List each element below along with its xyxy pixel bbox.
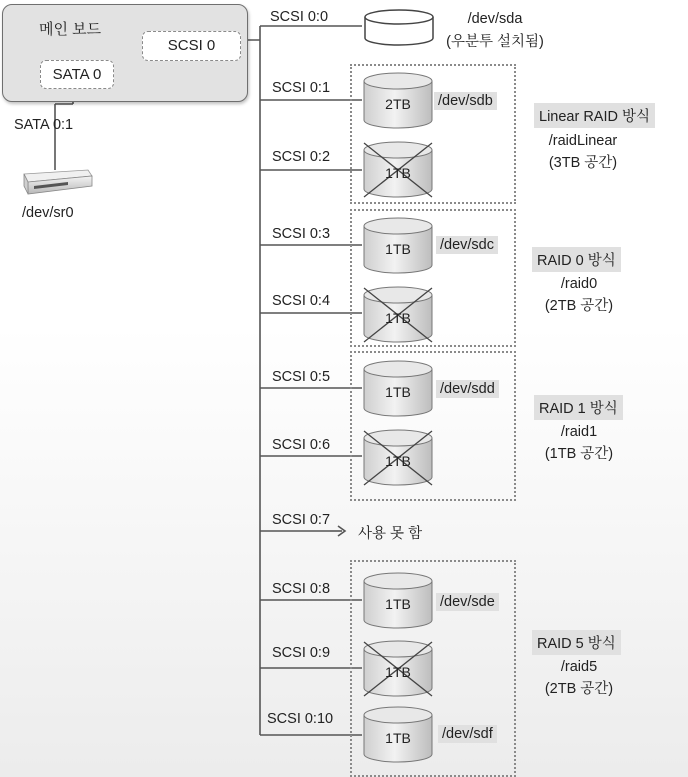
sr0-device-label: /dev/sr0: [22, 205, 74, 221]
raid1-method: RAID 1 방식: [534, 395, 623, 420]
disk-size-label: 1TB: [385, 596, 411, 612]
disk-size-label: 1TB: [385, 664, 411, 680]
disk-size-label: 1TB: [385, 730, 411, 746]
disk-sdc: [362, 217, 434, 275]
mainboard-box: [2, 4, 248, 102]
scsi-0-2-label: SCSI 0:2: [272, 149, 331, 165]
sda-note-label: (우분투 설치됨): [446, 34, 544, 50]
disk-size-label: 1TB: [385, 241, 411, 257]
disk-size-label: 1TB: [385, 310, 411, 326]
sata-link-label: SATA 0:1: [14, 117, 74, 133]
raid5-space: (2TB 공간): [544, 681, 614, 697]
scsi-0-port: SCSI 0: [142, 31, 241, 61]
unused-slot-label: 사용 못 함: [358, 526, 423, 542]
disk-sdf: [362, 706, 434, 764]
scsi-0-7-label: SCSI 0:7: [272, 512, 331, 528]
disk-size-label: 2TB: [385, 96, 411, 112]
scsi-0-1-label: SCSI 0:1: [272, 80, 331, 96]
disk-failed-0-9: [362, 640, 434, 698]
disk-size-label: 1TB: [385, 453, 411, 469]
raid5-mount: /raid5: [560, 659, 598, 675]
sdb-device-label: /dev/sdb: [434, 92, 497, 110]
raid1-mount: /raid1: [560, 424, 598, 440]
raid1-space: (1TB 공간): [544, 446, 614, 462]
scsi-0-9-label: SCSI 0:9: [272, 645, 331, 661]
raid0-space: (2TB 공간): [544, 298, 614, 314]
disk-sdb: [362, 72, 434, 130]
disk-size-label: 1TB: [385, 165, 411, 181]
disk-failed-0-2: [362, 141, 434, 199]
scsi-0-0-label: SCSI 0:0: [270, 9, 329, 25]
linear-raid-method: Linear RAID 방식: [534, 103, 655, 128]
scsi-0-4-label: SCSI 0:4: [272, 293, 331, 309]
sda-disk-icon: [362, 8, 436, 48]
mainboard-title: 메인 보드: [39, 21, 102, 38]
linear-raid-space: (3TB 공간): [548, 155, 618, 171]
sdc-device-label: /dev/sdc: [436, 236, 498, 254]
sda-device-label: /dev/sda: [467, 11, 523, 27]
scsi-0-5-label: SCSI 0:5: [272, 369, 331, 385]
disk-sdd: [362, 360, 434, 418]
scsi-0-6-label: SCSI 0:6: [272, 437, 331, 453]
scsi-0-8-label: SCSI 0:8: [272, 581, 331, 597]
disk-failed-0-6: [362, 429, 434, 487]
sata-0-port: SATA 0: [40, 60, 114, 89]
scsi-0-10-label: SCSI 0:10: [267, 711, 334, 727]
sdd-device-label: /dev/sdd: [436, 380, 499, 398]
disk-failed-0-4: [362, 286, 434, 344]
raid0-mount: /raid0: [560, 276, 598, 292]
scsi-0-3-label: SCSI 0:3: [272, 226, 331, 242]
disk-size-label: 1TB: [385, 384, 411, 400]
linear-raid-mount: /raidLinear: [548, 133, 618, 149]
raid5-method: RAID 5 방식: [532, 630, 621, 655]
sdf-device-label: /dev/sdf: [438, 725, 497, 743]
sde-device-label: /dev/sde: [436, 593, 499, 611]
cdrom-drive-icon: [18, 166, 94, 200]
disk-sde: [362, 572, 434, 630]
raid0-method: RAID 0 방식: [532, 247, 621, 272]
